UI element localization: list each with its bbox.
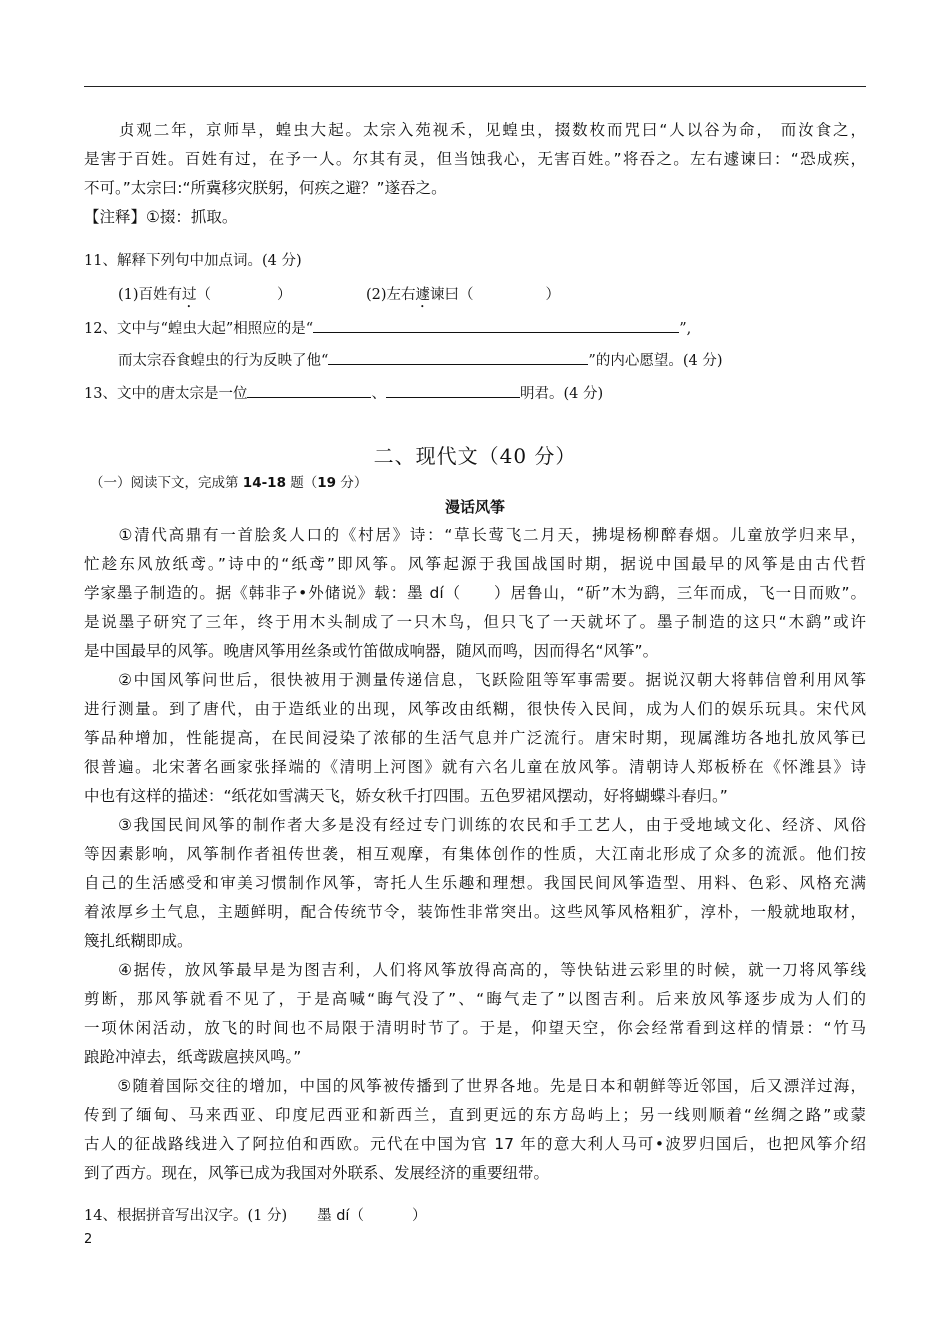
q14-paren-open: （ xyxy=(349,1208,364,1224)
instruction-mid: 题（ xyxy=(285,475,318,491)
q12-line2-prefix: 而太宗吞食蝗虫的行为反映了他“ xyxy=(118,353,329,369)
article-line: 很普遍。北宋著名画家张择端的《清明上河图》就有六名儿童在放风筝。清朝诗人郑板桥在《怀潍县》诗 xyxy=(84,758,866,776)
article-line: 进行测量。到了唐代，由于造纸业的出现，风筝改由纸糊，很快传入民间，成为人们的娱乐玩具。宋代风 xyxy=(84,700,866,718)
q12-answer-blank-1[interactable] xyxy=(313,318,679,333)
instruction-range: 14-18 xyxy=(242,475,286,491)
article-line: 传到了缅甸、马来西亚、印度尼西亚和新西兰，直到更远的东方岛屿上；另一线则顺着“丝绸之路”或蒙 xyxy=(84,1106,866,1124)
article-line: 古人的征战路线进入了阿拉伯和西欧。元代在中国为官 17 年的意大利人马可•波罗归国后，也把风筝介绍 xyxy=(84,1135,866,1153)
q12-line1-prefix: 12、文中与“蝗虫大起”相照应的是“ xyxy=(84,321,314,337)
article-line: 等因素影响，风筝制作者祖传世袭，相互观摩，有集体创作的性质，大江南北形成了众多的流派。他们按 xyxy=(84,845,866,863)
question-13 xyxy=(84,383,603,405)
reading-instruction xyxy=(90,472,367,494)
classical-passage xyxy=(84,116,866,232)
article-line: ②中国风筝问世后，很快被用于测量传递信息，飞跃险阻等军事需要。据说汉朝大将韩信曾利用风筝 xyxy=(84,671,866,689)
page-number: 2 xyxy=(84,1232,93,1247)
article-line: 忙趁东风放纸鸢。”诗中的“纸鸢”即风筝。风筝起源于我国战国时期，据说中国最早的风筝是由古代哲 xyxy=(84,555,866,573)
question-11-item-1 xyxy=(118,284,292,311)
q14-pinyin: dí xyxy=(336,1208,350,1224)
article-line: 篾扎纸糊即成。 xyxy=(84,932,193,950)
classical-line: 是害于百姓。百姓有过，在予一人。尔其有灵，但当蚀我心，无害百姓。”将吞之。左右遽谏曰：“恐成疾， xyxy=(84,150,866,168)
article-line: 是说墨子研究了三年，终于用木头制成了一只木鸟，但只飞了一天就坏了。墨子制造的这只“木鹞”或许 xyxy=(84,613,866,631)
article-line: ⑤随着国际交往的增加，中国的风筝被传播到了世界各地。先是日本和朝鲜等近邻国，后又漂洋过海， xyxy=(84,1077,866,1095)
q13-suffix: 明君。(4 分) xyxy=(519,386,604,402)
article-line: ①清代高鼎有一首脍炙人口的《村居》诗：“草长莺飞二月天，拂堤杨柳醉春烟。儿童放学归来早， xyxy=(84,526,866,544)
article-body xyxy=(84,521,866,1188)
article-line: 自己的生活感受和审美习惯制作风筝，寄托人生乐趣和理想。我国民间风筝造型、用料、色彩、风格充满 xyxy=(84,874,866,892)
q11-item2-suffix: 谏曰 xyxy=(430,287,460,303)
article-line: ③我国民间风筝的制作者大多是没有经过专门训练的农民和手工艺人，由于受地域文化、经济、风俗 xyxy=(84,816,866,834)
article-line: 剪断，那风筝就看不见了，于是高喊“晦气没了”、“晦气走了”以图吉利。后来放风筝逐步成为人们的 xyxy=(84,990,866,1008)
q14-word: 墨 xyxy=(317,1208,332,1224)
classical-line: 贞观二年，京师旱，蝗虫大起。太宗入苑视禾，见蝗虫，掇数枚而咒曰“人以谷为命， 而汝食之， xyxy=(84,121,866,139)
question-11-label: 11、解释下列句中加点词。(4 分) xyxy=(84,253,302,269)
article-line: ④据传，放风筝最早是为图吉利，人们将风筝放得高高的，等快钻进云彩里的时候，就一刀将风筝线 xyxy=(84,961,866,979)
q13-prefix: 13、文中的唐太宗是一位 xyxy=(84,386,248,402)
q11-item2-paren-open: （ xyxy=(459,287,474,303)
article-line: 学家墨子制造的。据《韩非子•外储说》载：墨 dí（ ）居鲁山，“斫”木为鹞，三年而成，飞一日而败”。 xyxy=(84,584,866,602)
q13-separator: 、 xyxy=(371,386,386,402)
q13-answer-blank-2[interactable] xyxy=(386,383,520,398)
header-rule xyxy=(84,86,866,87)
article-line: 到了西方。现在，风筝已成为我国对外联系、发展经济的重要纽带。 xyxy=(84,1164,550,1182)
q12-answer-blank-2[interactable] xyxy=(328,350,588,365)
q11-item2-paren-close: ） xyxy=(545,287,561,303)
instruction-score: 19 xyxy=(317,475,337,491)
question-12-line-2 xyxy=(118,350,722,372)
question-11-item-2 xyxy=(366,284,560,311)
question-12-line-1 xyxy=(84,318,691,340)
q12-line1-suffix: ”, xyxy=(679,321,692,337)
q14-paren-close: ） xyxy=(411,1208,427,1224)
article-line: 中也有这样的描述：“纸花如雪满天飞，娇女秋千打四围。五色罗裙风摆动，好将蝴蝶斗春归。” xyxy=(84,787,728,805)
classical-line: 不可。”太宗曰:“所冀移灾朕躬，何疾之避？”遂吞之。 xyxy=(84,179,447,197)
q11-item2-prefix: (2)左右 xyxy=(366,287,416,303)
article-line: 一项休闲活动，放飞的时间也不局限于清明时节了。于是，仰望天空，你会经常看到这样的情景：“竹马 xyxy=(84,1019,866,1037)
q13-answer-blank-1[interactable] xyxy=(247,383,371,398)
instruction-suffix: 分） xyxy=(336,475,368,491)
article-line: 着浓厚乡土气息，主题鲜明，配合传统节令，装饰性非常突出。这些风筝风格粗犷，淳朴，一般就地取材， xyxy=(84,903,866,921)
q11-item1-dotted-word: 过 xyxy=(182,287,197,303)
classical-note: 【注释】①掇：抓取。 xyxy=(84,208,238,226)
instruction-prefix: （一）阅读下文，完成第 xyxy=(90,475,243,491)
article-line: 踉跄冲淖去，纸鸢跋扈挟风鸣。” xyxy=(84,1048,302,1066)
q12-line2-suffix: ”的内心愿望。(4 分) xyxy=(588,353,723,369)
question-14 xyxy=(84,1205,426,1227)
q11-item1-paren-close: ） xyxy=(277,287,292,303)
q11-item1-prefix: (1)百姓有 xyxy=(118,287,183,303)
q11-item1-paren-open: （ xyxy=(196,287,212,303)
section-title: 二、现代文（40 分） xyxy=(373,444,577,468)
q14-prefix: 14、根据拼音写出汉字。(1 分) xyxy=(84,1208,288,1224)
article-line: 筝品种增加，性能提高，在民间浸染了浓郁的生活气息并广泛流行。唐宋时期，现属潍坊各地扎放风筝已 xyxy=(84,729,866,747)
article-title: 漫话风筝 xyxy=(444,498,505,516)
article-line: 是中国最早的风筝。晚唐风筝用丝条或竹笛做成响器，随风而鸣，因而得名“风筝”。 xyxy=(84,642,659,660)
q11-item2-dotted-word: 遽 xyxy=(415,287,431,303)
